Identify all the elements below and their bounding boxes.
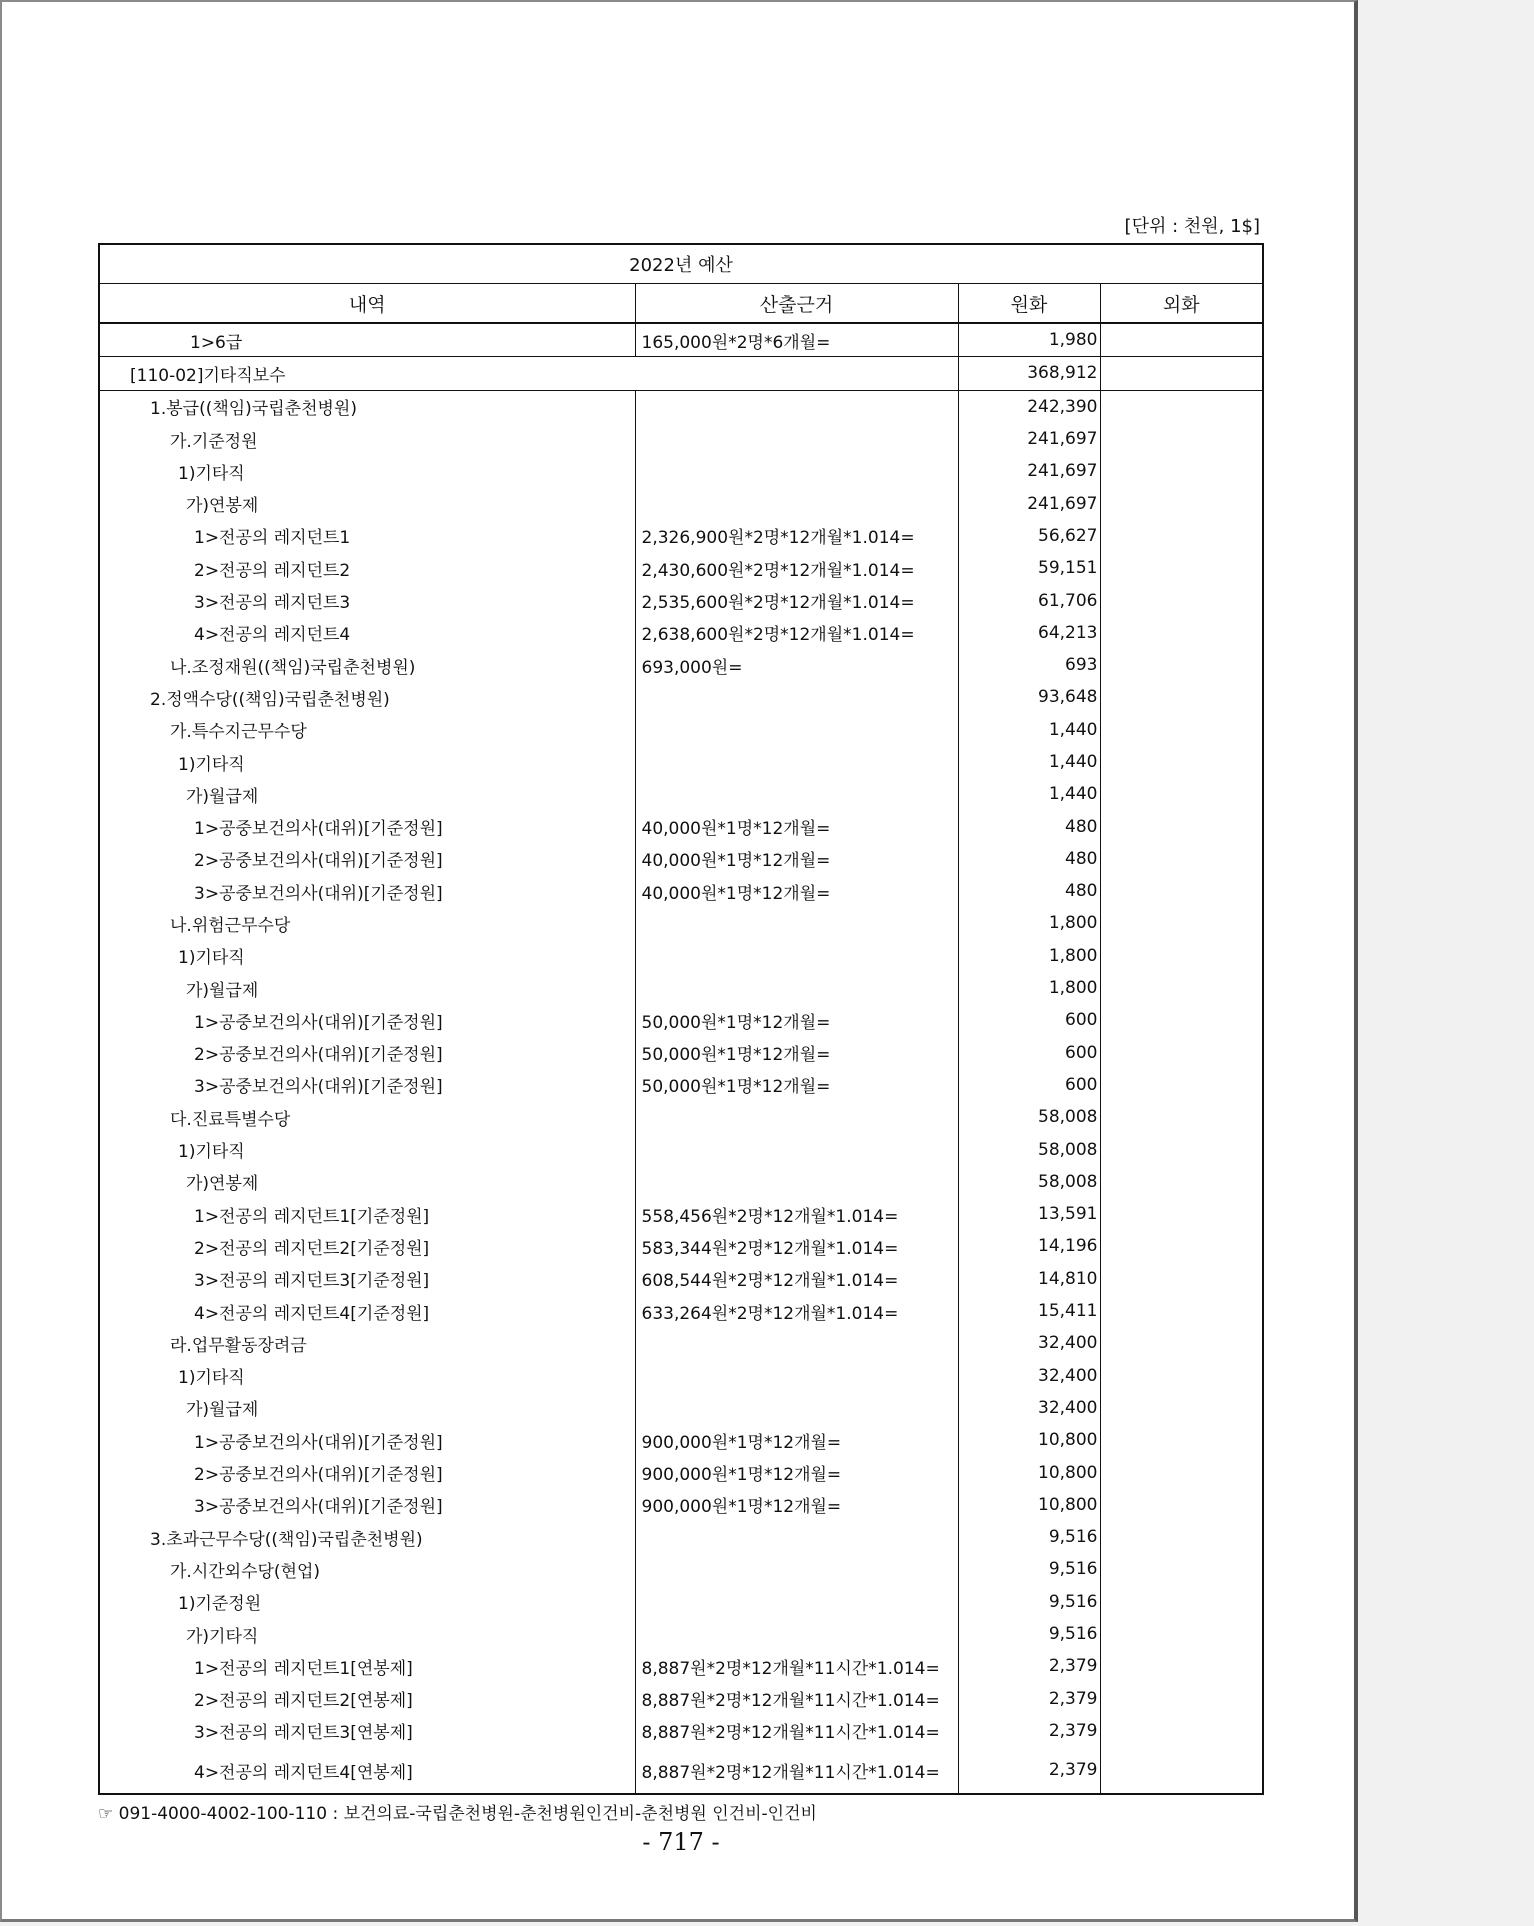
row-item: 1)기타직 (99, 1360, 635, 1392)
row-amount-foreign (1100, 1069, 1263, 1101)
row-amount-krw: 9,516 (958, 1618, 1100, 1650)
row-item: 3>공중보건의사(대위)[기준정원] (99, 1069, 635, 1101)
row-amount-krw: 1,440 (958, 746, 1100, 778)
row-basis: 583,344원*2명*12개월*1.014= (635, 1230, 958, 1262)
row-amount-foreign (1100, 1004, 1263, 1036)
row-item: 1>전공의 레지던트1[연봉제] (99, 1650, 635, 1682)
row-basis (635, 1101, 958, 1133)
table-row (99, 1521, 1263, 1553)
row-item: 라.업무활동장려금 (99, 1327, 635, 1359)
table-row (99, 810, 1263, 842)
row-item: 4>전공의 레지던트4 (99, 617, 635, 649)
row-item: 2.정액수당((책임)국립춘천병원) (99, 681, 635, 713)
row-basis (635, 972, 958, 1004)
row-basis (635, 714, 958, 746)
row-amount-foreign (1100, 1101, 1263, 1133)
row-amount-krw: 1,800 (958, 940, 1100, 972)
table-row (99, 552, 1263, 584)
row-item: 가)연봉제 (99, 487, 635, 519)
row-basis: 693,000원= (635, 649, 958, 681)
row-basis (635, 455, 958, 487)
row-amount-krw: 693 (958, 649, 1100, 681)
row-basis: 8,887원*2명*12개월*11시간*1.014= (635, 1715, 958, 1747)
table-row (99, 390, 1263, 423)
row-amount-foreign (1100, 843, 1263, 875)
table-row (99, 1327, 1263, 1359)
year-header: 2022년 예산 (99, 244, 1263, 284)
row-amount-krw: 15,411 (958, 1295, 1100, 1327)
row-item: 1)기타직 (99, 455, 635, 487)
row-basis: 633,264원*2명*12개월*1.014= (635, 1295, 958, 1327)
row-amount-foreign (1100, 907, 1263, 939)
row-amount-foreign (1100, 1198, 1263, 1230)
row-amount-krw: 1,980 (958, 323, 1100, 357)
table-row (99, 1166, 1263, 1198)
row-amount-krw: 241,697 (958, 487, 1100, 519)
row-basis: 50,000원*1명*12개월= (635, 1069, 958, 1101)
row-amount-krw: 600 (958, 1004, 1100, 1036)
row-basis: 8,887원*2명*12개월*11시간*1.014= (635, 1650, 958, 1682)
row-basis: 558,456원*2명*12개월*1.014= (635, 1198, 958, 1230)
column-header-row (99, 284, 1263, 324)
row-item: 3>공중보건의사(대위)[기준정원] (99, 875, 635, 907)
row-basis (635, 1521, 958, 1553)
row-amount-foreign (1100, 1133, 1263, 1165)
row-amount-foreign (1100, 323, 1263, 357)
footer-account-code: ☞ 091-4000-4002-100-110 : 보건의료-국립춘천병원-춘천병원인건비-춘천병원 인건비-인건비 (98, 1804, 817, 1824)
row-amount-foreign (1100, 1650, 1263, 1682)
unit-label: [단위 : 천원, 1$] (1124, 216, 1260, 237)
row-amount-krw: 61,706 (958, 584, 1100, 616)
row-amount-krw: 2,379 (958, 1747, 1100, 1794)
row-amount-krw: 2,379 (958, 1682, 1100, 1714)
row-basis: 900,000원*1명*12개월= (635, 1489, 958, 1521)
row-basis: 8,887원*2명*12개월*11시간*1.014= (635, 1682, 958, 1714)
row-basis (635, 940, 958, 972)
row-basis: 50,000원*1명*12개월= (635, 1004, 958, 1036)
row-amount-foreign (1100, 778, 1263, 810)
table-row (99, 649, 1263, 681)
row-item: 가.특수지근무수당 (99, 714, 635, 746)
row-basis (635, 1586, 958, 1618)
row-amount-foreign (1100, 972, 1263, 1004)
row-item: 3>공중보건의사(대위)[기준정원] (99, 1489, 635, 1521)
row-amount-krw: 480 (958, 875, 1100, 907)
row-item: 1)기타직 (99, 940, 635, 972)
table-row (99, 875, 1263, 907)
row-amount-krw: 58,008 (958, 1101, 1100, 1133)
row-amount-krw: 241,697 (958, 423, 1100, 455)
row-item: 1)기타직 (99, 746, 635, 778)
row-item: 1.봉급((책임)국립춘천병원) (99, 390, 635, 423)
row-basis: 900,000원*1명*12개월= (635, 1424, 958, 1456)
table-row (99, 1650, 1263, 1682)
row-amount-krw: 1,440 (958, 778, 1100, 810)
row-amount-foreign (1100, 1166, 1263, 1198)
row-item: 1>공중보건의사(대위)[기준정원] (99, 1424, 635, 1456)
row-item: 1>전공의 레지던트1 (99, 520, 635, 552)
row-item: 2>공중보건의사(대위)[기준정원] (99, 843, 635, 875)
row-item: 4>전공의 레지던트4[기준정원] (99, 1295, 635, 1327)
row-basis (635, 778, 958, 810)
row-basis: 608,544원*2명*12개월*1.014= (635, 1263, 958, 1295)
row-amount-foreign (1100, 1682, 1263, 1714)
row-item: 가)월급제 (99, 778, 635, 810)
row-item: 2>전공의 레지던트2[기준정원] (99, 1230, 635, 1262)
row-amount-foreign (1100, 1295, 1263, 1327)
row-amount-foreign (1100, 1360, 1263, 1392)
row-amount-krw: 2,379 (958, 1650, 1100, 1682)
row-amount-foreign (1100, 746, 1263, 778)
row-amount-krw: 480 (958, 843, 1100, 875)
table-row (99, 1037, 1263, 1069)
row-item: 다.진료특별수당 (99, 1101, 635, 1133)
row-amount-krw: 600 (958, 1037, 1100, 1069)
row-item: 1>공중보건의사(대위)[기준정원] (99, 810, 635, 842)
table-row (99, 1747, 1263, 1794)
row-amount-krw: 14,810 (958, 1263, 1100, 1295)
row-amount-foreign (1100, 875, 1263, 907)
row-amount-foreign (1100, 1263, 1263, 1295)
row-amount-foreign (1100, 1327, 1263, 1359)
table-row (99, 1069, 1263, 1101)
table-row (99, 1553, 1263, 1585)
row-item: 4>전공의 레지던트4[연봉제] (99, 1747, 635, 1794)
row-amount-krw: 480 (958, 810, 1100, 842)
table-row (99, 714, 1263, 746)
table-row (99, 1004, 1263, 1036)
row-amount-krw: 13,591 (958, 1198, 1100, 1230)
row-amount-foreign (1100, 584, 1263, 616)
column-header-foreign: 외화 (1100, 284, 1263, 324)
table-row (99, 1263, 1263, 1295)
row-item: 1>6급 (99, 323, 635, 357)
row-amount-krw: 1,440 (958, 714, 1100, 746)
row-item: 3>전공의 레지던트3 (99, 584, 635, 616)
table-row (99, 1198, 1263, 1230)
table-row (99, 1424, 1263, 1456)
row-basis: 50,000원*1명*12개월= (635, 1037, 958, 1069)
row-item: 1>전공의 레지던트1[기준정원] (99, 1198, 635, 1230)
row-amount-foreign (1100, 1586, 1263, 1618)
table-row (99, 1682, 1263, 1714)
row-amount-foreign (1100, 1715, 1263, 1747)
row-basis (635, 1392, 958, 1424)
row-amount-foreign (1100, 940, 1263, 972)
row-item: 3>전공의 레지던트3[기준정원] (99, 1263, 635, 1295)
budget-table (98, 243, 1264, 1795)
row-item: 2>전공의 레지던트2 (99, 552, 635, 584)
table-row (99, 843, 1263, 875)
table-row (99, 584, 1263, 616)
table-row (99, 1456, 1263, 1488)
row-item: 가.시간외수당(현업) (99, 1553, 635, 1585)
column-header-krw: 원화 (958, 284, 1100, 324)
row-amount-krw: 10,800 (958, 1489, 1100, 1521)
row-amount-foreign (1100, 552, 1263, 584)
row-item: 1>공중보건의사(대위)[기준정원] (99, 1004, 635, 1036)
row-amount-krw: 10,800 (958, 1456, 1100, 1488)
column-header-item: 내역 (99, 284, 635, 324)
column-header-basis: 산출근거 (635, 284, 958, 324)
table-row (99, 1715, 1263, 1747)
row-amount-foreign (1100, 1037, 1263, 1069)
row-item: 가)월급제 (99, 1392, 635, 1424)
row-amount-foreign (1100, 455, 1263, 487)
row-amount-krw: 64,213 (958, 617, 1100, 649)
row-amount-foreign (1100, 487, 1263, 519)
table-row (99, 1101, 1263, 1133)
row-amount-krw: 9,516 (958, 1586, 1100, 1618)
row-basis: 2,430,600원*2명*12개월*1.014= (635, 552, 958, 584)
row-basis: 900,000원*1명*12개월= (635, 1456, 958, 1488)
row-amount-krw: 241,697 (958, 455, 1100, 487)
row-amount-foreign (1100, 681, 1263, 713)
table-row (99, 617, 1263, 649)
row-basis: 40,000원*1명*12개월= (635, 810, 958, 842)
row-amount-krw: 2,379 (958, 1715, 1100, 1747)
row-amount-foreign (1100, 1230, 1263, 1262)
page-number: - 717 - (642, 1828, 720, 1856)
row-amount-foreign (1100, 520, 1263, 552)
table-row (99, 423, 1263, 455)
row-amount-krw: 9,516 (958, 1521, 1100, 1553)
row-basis (635, 681, 958, 713)
row-amount-krw: 93,648 (958, 681, 1100, 713)
table-row (99, 1230, 1263, 1262)
row-basis (635, 1327, 958, 1359)
table-row (99, 681, 1263, 713)
row-amount-foreign (1100, 714, 1263, 746)
row-amount-krw: 14,196 (958, 1230, 1100, 1262)
table-row (99, 907, 1263, 939)
table-row (99, 487, 1263, 519)
row-amount-krw: 368,912 (958, 357, 1100, 390)
row-amount-foreign (1100, 357, 1263, 390)
row-amount-krw: 32,400 (958, 1360, 1100, 1392)
row-basis (635, 1133, 958, 1165)
row-amount-krw: 9,516 (958, 1553, 1100, 1585)
row-amount-krw: 56,627 (958, 520, 1100, 552)
table-row (99, 357, 1263, 390)
row-amount-foreign (1100, 1521, 1263, 1553)
row-basis: 40,000원*1명*12개월= (635, 875, 958, 907)
row-amount-foreign (1100, 1553, 1263, 1585)
row-amount-krw: 58,008 (958, 1133, 1100, 1165)
row-amount-krw: 600 (958, 1069, 1100, 1101)
row-item: [110-02]기타직보수 (99, 357, 958, 390)
row-basis: 2,535,600원*2명*12개월*1.014= (635, 584, 958, 616)
row-basis (635, 746, 958, 778)
row-basis (635, 907, 958, 939)
row-basis (635, 423, 958, 455)
row-amount-foreign (1100, 423, 1263, 455)
row-basis (635, 1553, 958, 1585)
row-amount-foreign (1100, 649, 1263, 681)
row-basis (635, 1618, 958, 1650)
row-item: 2>전공의 레지던트2[연봉제] (99, 1682, 635, 1714)
row-item: 3.초과근무수당((책임)국립춘천병원) (99, 1521, 635, 1553)
table-row (99, 323, 1263, 357)
table-row (99, 940, 1263, 972)
table-row (99, 520, 1263, 552)
row-basis: 165,000원*2명*6개월= (635, 323, 958, 357)
row-item: 가)월급제 (99, 972, 635, 1004)
row-item: 가.기준정원 (99, 423, 635, 455)
row-basis (635, 390, 958, 423)
year-header-row (99, 244, 1263, 284)
table-row (99, 1295, 1263, 1327)
row-basis: 8,887원*2명*12개월*11시간*1.014= (635, 1747, 958, 1794)
row-amount-krw: 10,800 (958, 1424, 1100, 1456)
row-item: 가)연봉제 (99, 1166, 635, 1198)
row-basis: 2,326,900원*2명*12개월*1.014= (635, 520, 958, 552)
row-basis (635, 1360, 958, 1392)
table-row (99, 1360, 1263, 1392)
row-amount-foreign (1100, 1489, 1263, 1521)
row-item: 1)기준정원 (99, 1586, 635, 1618)
table-row (99, 1133, 1263, 1165)
row-amount-krw: 59,151 (958, 552, 1100, 584)
table-row (99, 746, 1263, 778)
row-amount-krw: 1,800 (958, 907, 1100, 939)
table-row (99, 1586, 1263, 1618)
row-amount-krw: 32,400 (958, 1392, 1100, 1424)
row-item: 2>공중보건의사(대위)[기준정원] (99, 1456, 635, 1488)
row-amount-foreign (1100, 1392, 1263, 1424)
row-amount-foreign (1100, 1424, 1263, 1456)
row-item: 나.조정재원((책임)국립춘천병원) (99, 649, 635, 681)
row-basis: 2,638,600원*2명*12개월*1.014= (635, 617, 958, 649)
row-basis (635, 487, 958, 519)
table-row (99, 1392, 1263, 1424)
row-amount-foreign (1100, 1456, 1263, 1488)
row-amount-krw: 1,800 (958, 972, 1100, 1004)
row-amount-foreign (1100, 810, 1263, 842)
row-amount-foreign (1100, 617, 1263, 649)
row-amount-foreign (1100, 390, 1263, 423)
table-row (99, 778, 1263, 810)
row-item: 2>공중보건의사(대위)[기준정원] (99, 1037, 635, 1069)
row-amount-krw: 32,400 (958, 1327, 1100, 1359)
row-item: 가)기타직 (99, 1618, 635, 1650)
table-row (99, 1618, 1263, 1650)
row-item: 나.위험근무수당 (99, 907, 635, 939)
row-item: 1)기타직 (99, 1133, 635, 1165)
row-amount-foreign (1100, 1618, 1263, 1650)
row-basis: 40,000원*1명*12개월= (635, 843, 958, 875)
row-item: 3>전공의 레지던트3[연봉제] (99, 1715, 635, 1747)
table-row (99, 455, 1263, 487)
table-row (99, 972, 1263, 1004)
row-amount-foreign (1100, 1747, 1263, 1794)
row-basis (635, 1166, 958, 1198)
row-amount-krw: 242,390 (958, 390, 1100, 423)
table-row (99, 1489, 1263, 1521)
row-amount-krw: 58,008 (958, 1166, 1100, 1198)
